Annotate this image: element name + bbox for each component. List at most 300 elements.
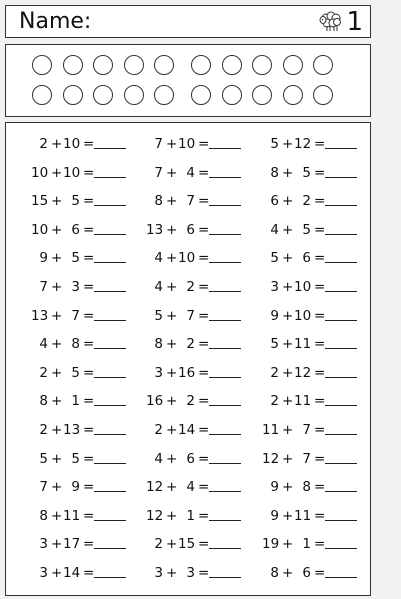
answer-blank[interactable] [209,291,241,292]
plus-sign: + [166,507,178,524]
first-addend: 8 [39,507,48,524]
second-addend: 11 [294,393,312,410]
first-addend: 13 [31,307,49,324]
equals-sign: = [83,336,95,353]
answer-blank[interactable] [325,205,357,206]
first-addend: 7 [39,479,48,496]
first-addend: 13 [146,221,164,238]
plus-sign: + [282,193,294,210]
first-addend: 7 [154,164,163,181]
second-addend: 6 [186,221,195,238]
answer-blank[interactable] [94,291,126,292]
first-addend: 15 [31,193,49,210]
answer-blank[interactable] [94,177,126,178]
plus-sign: + [166,479,178,496]
addition-task [146,220,242,240]
equals-sign: = [198,307,210,324]
second-addend: 5 [71,250,80,267]
plus-sign: + [282,250,294,267]
addition-task [31,134,127,154]
first-addend: 3 [39,565,48,581]
plus-sign: + [166,279,178,295]
equals-sign: = [314,221,326,238]
addition-task [31,420,127,440]
plus-sign: + [51,307,63,324]
counting-circle [252,55,272,75]
second-addend: 7 [302,422,311,438]
first-addend: 9 [270,507,279,524]
answer-blank[interactable] [209,463,241,464]
second-addend: 11 [63,507,81,524]
equals-sign: = [83,136,95,152]
second-addend: 17 [63,536,81,553]
second-addend: 10 [178,250,196,267]
addition-task [262,534,358,554]
first-addend: 2 [154,536,163,553]
equals-sign: = [314,136,326,152]
counting-circle [191,85,211,105]
answer-blank[interactable] [325,320,357,321]
second-addend: 8 [71,336,80,353]
equals-sign: = [198,193,210,210]
counting-circle [283,55,303,75]
second-addend: 11 [294,507,312,524]
answer-blank[interactable] [325,262,357,263]
tasks-box [5,122,371,596]
plus-sign: + [51,393,63,410]
counting-circle [124,85,144,105]
counting-circle [313,55,333,75]
equals-sign: = [198,450,210,467]
equals-sign: = [314,307,326,324]
counting-circle [283,85,303,105]
answer-blank[interactable] [94,491,126,492]
plus-sign: + [166,164,178,181]
addition-task [31,191,127,211]
plus-sign: + [166,250,178,267]
first-addend: 9 [39,250,48,267]
addition-task [262,248,358,268]
second-addend: 15 [178,536,196,553]
first-addend: 8 [154,193,163,210]
answer-blank[interactable] [325,463,357,464]
equals-sign: = [314,164,326,181]
second-addend: 10 [294,307,312,324]
equals-sign: = [314,250,326,267]
answer-blank[interactable] [209,262,241,263]
equals-sign: = [83,479,95,496]
equals-sign: = [83,393,95,410]
second-addend: 6 [186,450,195,467]
plus-sign: + [166,221,178,238]
plus-sign: + [166,565,178,581]
answer-blank[interactable] [325,177,357,178]
first-addend: 5 [39,450,48,467]
equals-sign: = [198,336,210,353]
plus-sign: + [166,536,178,553]
first-addend: 19 [262,536,280,553]
plus-sign: + [282,164,294,181]
answer-blank[interactable] [325,405,357,406]
equals-sign: = [314,450,326,467]
first-addend: 2 [270,364,279,381]
plus-sign: + [282,307,294,324]
second-addend: 6 [302,250,311,267]
equals-sign: = [198,136,210,152]
second-addend: 14 [63,565,81,581]
plus-sign: + [51,536,63,553]
first-addend: 16 [146,393,164,410]
plus-sign: + [166,393,178,410]
second-addend: 16 [178,364,196,381]
second-addend: 1 [71,393,80,410]
addition-task [146,306,242,326]
plus-sign: + [282,364,294,381]
equals-sign: = [314,422,326,438]
counting-circle [93,55,113,75]
answer-blank[interactable] [94,405,126,406]
second-addend: 12 [294,364,312,381]
plus-sign: + [51,136,63,152]
second-addend: 3 [186,565,195,581]
first-addend: 3 [39,536,48,553]
second-addend: 7 [71,307,80,324]
equals-sign: = [198,507,210,524]
answer-blank[interactable] [94,320,126,321]
sheet-number: 1 [346,7,363,37]
second-addend: 7 [186,193,195,210]
second-addend: 5 [71,450,80,467]
answer-blank[interactable] [209,377,241,378]
second-addend: 11 [294,336,312,353]
answer-blank[interactable] [209,348,241,349]
answer-blank[interactable] [94,348,126,349]
second-addend: 8 [302,479,311,496]
answer-blank[interactable] [325,234,357,235]
answer-blank[interactable] [209,434,241,435]
first-addend: 5 [154,307,163,324]
addition-task [146,391,242,411]
equals-sign: = [314,565,326,581]
equals-sign: = [314,364,326,381]
plus-sign: + [282,422,294,438]
equals-sign: = [314,393,326,410]
second-addend: 13 [63,422,81,438]
sheep-icon [318,9,344,33]
equals-sign: = [83,279,95,295]
addition-task [262,277,358,297]
second-addend: 5 [302,221,311,238]
second-addend: 5 [302,164,311,181]
counting-circle [32,55,52,75]
answer-blank[interactable] [209,234,241,235]
answer-blank[interactable] [209,577,241,578]
answer-blank[interactable] [209,405,241,406]
equals-sign: = [83,164,95,181]
second-addend: 12 [294,136,312,152]
second-addend: 3 [71,279,80,295]
addition-task [31,334,127,354]
first-addend: 3 [154,364,163,381]
first-addend: 7 [154,136,163,152]
equals-sign: = [198,164,210,181]
addition-task [262,449,358,469]
addition-task [146,420,242,440]
second-addend: 5 [71,364,80,381]
second-addend: 9 [71,479,80,496]
answer-blank[interactable] [94,520,126,521]
answer-blank[interactable] [94,234,126,235]
equals-sign: = [198,393,210,410]
first-addend: 2 [39,422,48,438]
counting-circle [154,85,174,105]
first-addend: 4 [39,336,48,353]
first-addend: 2 [154,422,163,438]
second-addend: 14 [178,422,196,438]
second-addend: 4 [186,479,195,496]
first-addend: 11 [262,422,280,438]
equals-sign: = [83,307,95,324]
equals-sign: = [83,221,95,238]
answer-blank[interactable] [325,377,357,378]
second-addend: 2 [186,393,195,410]
plus-sign: + [51,279,63,295]
counting-circle [124,55,144,75]
plus-sign: + [282,221,294,238]
equals-sign: = [83,193,95,210]
first-addend: 8 [270,164,279,181]
addition-task [146,506,242,526]
answer-blank[interactable] [94,548,126,549]
addition-task [146,277,242,297]
equals-sign: = [314,193,326,210]
addition-task [31,477,127,497]
answer-blank[interactable] [94,262,126,263]
plus-sign: + [166,136,178,152]
addition-task [31,220,127,240]
first-addend: 9 [270,479,279,496]
addition-task [31,506,127,526]
plus-sign: + [166,336,178,353]
addition-task [31,248,127,268]
answer-blank[interactable] [94,377,126,378]
equals-sign: = [83,422,95,438]
plus-sign: + [282,450,294,467]
equals-sign: = [314,507,326,524]
first-addend: 8 [270,565,279,581]
equals-sign: = [198,479,210,496]
second-addend: 10 [63,136,81,152]
addition-task [31,363,127,383]
first-addend: 12 [262,450,280,467]
equals-sign: = [83,536,95,553]
equals-sign: = [83,565,95,581]
second-addend: 6 [302,565,311,581]
addition-task [31,277,127,297]
equals-sign: = [83,507,95,524]
equals-sign: = [198,250,210,267]
equals-sign: = [314,536,326,553]
addition-task [146,191,242,211]
first-addend: 4 [154,450,163,467]
plus-sign: + [51,250,63,267]
answer-blank[interactable] [325,548,357,549]
plus-sign: + [51,336,63,353]
equals-sign: = [83,250,95,267]
addition-task [146,163,242,183]
first-addend: 8 [39,393,48,410]
addition-task [262,220,358,240]
first-addend: 5 [270,336,279,353]
plus-sign: + [51,479,63,496]
plus-sign: + [282,136,294,152]
addition-task [31,306,127,326]
first-addend: 5 [270,250,279,267]
addition-task [262,477,358,497]
answer-blank[interactable] [325,491,357,492]
answer-blank[interactable] [325,577,357,578]
first-addend: 10 [31,221,49,238]
answer-blank[interactable] [209,491,241,492]
plus-sign: + [282,393,294,410]
second-addend: 2 [186,279,195,295]
addition-task [262,420,358,440]
addition-task [146,449,242,469]
counting-circle [252,85,272,105]
plus-sign: + [282,507,294,524]
first-addend: 12 [146,479,164,496]
second-addend: 1 [302,536,311,553]
second-addend: 4 [186,164,195,181]
counting-circle [154,55,174,75]
equals-sign: = [83,450,95,467]
equals-sign: = [198,364,210,381]
counting-circle [93,85,113,105]
answer-blank[interactable] [209,520,241,521]
equals-sign: = [198,565,210,581]
addition-task [146,477,242,497]
second-addend: 7 [186,307,195,324]
counting-circle [191,55,211,75]
answer-blank[interactable] [209,177,241,178]
second-addend: 5 [71,193,80,210]
answer-blank[interactable] [209,148,241,149]
addition-task [262,391,358,411]
plus-sign: + [282,336,294,353]
second-addend: 10 [63,164,81,181]
answer-blank[interactable] [94,148,126,149]
equals-sign: = [314,336,326,353]
plus-sign: + [51,507,63,524]
counting-circle [32,85,52,105]
addition-task [31,163,127,183]
addition-task [262,163,358,183]
second-addend: 1 [186,507,195,524]
answer-blank[interactable] [94,463,126,464]
addition-task [262,506,358,526]
counting-circle [222,85,242,105]
plus-sign: + [51,450,63,467]
answer-blank[interactable] [209,548,241,549]
counter-circles-box [5,44,371,117]
answer-blank[interactable] [325,520,357,521]
answer-blank[interactable] [325,434,357,435]
addition-task [262,306,358,326]
second-addend: 10 [178,136,196,152]
first-addend: 4 [270,221,279,238]
first-addend: 5 [270,136,279,152]
answer-blank[interactable] [209,205,241,206]
addition-task [146,563,242,583]
second-addend: 7 [302,450,311,467]
answer-blank[interactable] [325,348,357,349]
addition-task [262,191,358,211]
plus-sign: + [166,307,178,324]
counting-circle [313,85,333,105]
plus-sign: + [282,565,294,581]
first-addend: 2 [39,136,48,152]
plus-sign: + [166,193,178,210]
answer-blank[interactable] [209,320,241,321]
plus-sign: + [282,279,294,295]
second-addend: 10 [294,279,312,295]
addition-task [31,534,127,554]
addition-task [262,363,358,383]
name-label: Name: [19,9,92,34]
addition-task [146,134,242,154]
answer-blank[interactable] [94,577,126,578]
first-addend: 3 [154,565,163,581]
plus-sign: + [51,422,63,438]
header-box [5,5,371,38]
addition-task [262,563,358,583]
plus-sign: + [166,364,178,381]
equals-sign: = [83,364,95,381]
equals-sign: = [198,279,210,295]
plus-sign: + [51,164,63,181]
plus-sign: + [166,422,178,438]
plus-sign: + [51,221,63,238]
equals-sign: = [314,479,326,496]
addition-task [146,363,242,383]
first-addend: 3 [270,279,279,295]
answer-blank[interactable] [325,148,357,149]
plus-sign: + [282,479,294,496]
second-addend: 2 [302,193,311,210]
second-addend: 6 [71,221,80,238]
addition-task [262,134,358,154]
addition-task [262,334,358,354]
plus-sign: + [51,193,63,210]
first-addend: 9 [270,307,279,324]
first-addend: 10 [31,164,49,181]
addition-task [31,391,127,411]
answer-blank[interactable] [94,434,126,435]
counting-circle [63,55,83,75]
first-addend: 12 [146,507,164,524]
addition-task [146,334,242,354]
first-addend: 7 [39,279,48,295]
first-addend: 2 [39,364,48,381]
equals-sign: = [198,536,210,553]
first-addend: 4 [154,250,163,267]
first-addend: 2 [270,393,279,410]
plus-sign: + [51,364,63,381]
answer-blank[interactable] [325,291,357,292]
counting-circle [63,85,83,105]
addition-task [31,449,127,469]
answer-blank[interactable] [94,205,126,206]
